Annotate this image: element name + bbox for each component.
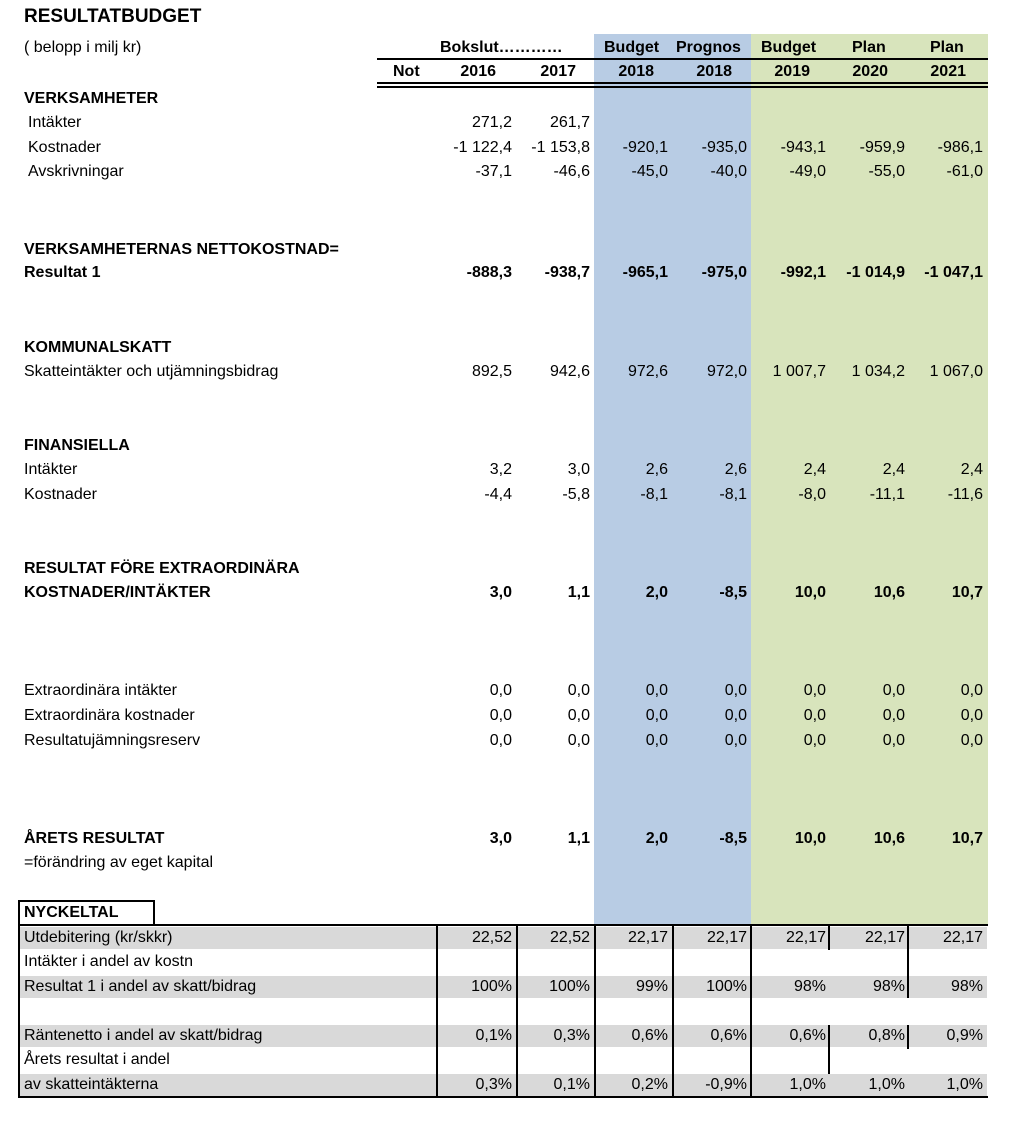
value-cell: 100% — [471, 978, 512, 995]
page-title: RESULTATBUDGET — [24, 6, 202, 27]
nyckeltal-top-rule — [18, 924, 988, 926]
header-year: 2019 — [774, 63, 810, 80]
value-cell: -1 122,4 — [453, 139, 512, 156]
value-cell: -37,1 — [475, 163, 512, 180]
value-cell: 0,0 — [489, 707, 512, 724]
value-cell: 0,0 — [489, 732, 512, 749]
value-cell: -0,9% — [705, 1076, 747, 1093]
value-cell: 0,0 — [960, 682, 983, 699]
header-double-rule-top — [377, 82, 988, 84]
value-cell: -46,6 — [553, 163, 590, 180]
column-divider — [594, 924, 596, 1098]
header-rule — [377, 58, 988, 60]
value-cell: 1 067,0 — [929, 363, 983, 380]
row-label: =förändring av eget kapital — [24, 854, 214, 871]
column-divider — [672, 924, 674, 1098]
value-cell: 0,0 — [724, 682, 747, 699]
header-not: Not — [393, 63, 420, 80]
value-cell: -11,6 — [947, 486, 983, 503]
header-year: 2017 — [540, 63, 576, 80]
value-cell: 0,0 — [645, 707, 668, 724]
value-cell: 0,0 — [960, 732, 983, 749]
value-cell: 942,6 — [549, 363, 590, 380]
header-bokslut: Bokslut………… — [440, 39, 563, 56]
value-cell: 0,2% — [631, 1076, 668, 1093]
value-cell: 10,6 — [873, 584, 905, 601]
value-cell: 0,0 — [803, 707, 826, 724]
value-cell: 1 034,2 — [851, 363, 905, 380]
section-heading: RESULTAT FÖRE EXTRAORDINÄRA — [24, 560, 300, 577]
value-cell: 0,0 — [882, 732, 905, 749]
column-divider — [907, 924, 909, 998]
row-label: Intäkter — [24, 461, 78, 478]
header-budget-2019: Budget — [761, 39, 817, 56]
header-plan-2020: Plan — [852, 39, 886, 56]
value-cell: -935,0 — [701, 139, 747, 156]
value-cell: 99% — [635, 978, 668, 995]
row-label: av skatteintäkterna — [24, 1076, 159, 1093]
value-cell: 22,52 — [549, 929, 590, 946]
section-heading: ÅRETS RESULTAT — [24, 830, 165, 847]
value-cell: -11,1 — [869, 486, 905, 503]
value-cell: 0,1% — [553, 1076, 590, 1093]
value-cell: -965,1 — [622, 264, 668, 281]
value-cell: 0,0 — [803, 732, 826, 749]
row-label: Räntenetto i andel av skatt/bidrag — [24, 1027, 263, 1044]
value-cell: -1 153,8 — [531, 139, 590, 156]
value-cell: 0,0 — [489, 682, 512, 699]
column-divider — [828, 924, 830, 950]
value-cell: -1 047,1 — [924, 264, 983, 281]
unit-subtitle: ( belopp i milj kr) — [24, 39, 142, 56]
row-label: Resultat 1 i andel av skatt/bidrag — [24, 978, 257, 995]
value-cell: 22,17 — [706, 929, 747, 946]
section-heading: VERKSAMHETERNAS NETTOKOSTNAD= — [24, 241, 339, 258]
column-divider — [436, 924, 438, 1098]
value-cell: 22,17 — [864, 929, 905, 946]
value-cell: 0,0 — [645, 682, 668, 699]
row-label: Avskrivningar — [28, 163, 124, 180]
section-heading: FINANSIELLA — [24, 437, 130, 454]
row-label: Extraordinära intäkter — [24, 682, 177, 699]
header-year: 2016 — [460, 63, 496, 80]
column-divider — [907, 1025, 909, 1049]
row-label: Resultatujämningsreserv — [24, 732, 201, 749]
value-cell: 2,4 — [882, 461, 905, 478]
value-cell: 0,6% — [631, 1027, 668, 1044]
value-cell: -8,5 — [719, 584, 747, 601]
value-cell: 0,0 — [882, 682, 905, 699]
value-cell: 1,0% — [789, 1076, 826, 1093]
value-cell: 0,0 — [724, 732, 747, 749]
value-cell: -8,1 — [640, 486, 668, 503]
value-cell: -975,0 — [701, 264, 747, 281]
value-cell: 0,0 — [724, 707, 747, 724]
value-cell: -61,0 — [946, 163, 983, 180]
value-cell: 1,1 — [567, 830, 590, 847]
value-cell: 0,9% — [946, 1027, 983, 1044]
header-budget-2018: Budget — [604, 39, 660, 56]
value-cell: 22,52 — [471, 929, 512, 946]
row-label: Intäkter — [28, 114, 82, 131]
value-cell: 100% — [706, 978, 747, 995]
value-cell: 2,4 — [803, 461, 826, 478]
value-cell: -8,0 — [798, 486, 826, 503]
value-cell: -8,5 — [719, 830, 747, 847]
value-cell: 892,5 — [471, 363, 512, 380]
header-double-rule-bottom — [377, 86, 988, 88]
value-cell: 261,7 — [549, 114, 590, 131]
section-heading: KOSTNADER/INTÄKTER — [24, 584, 211, 601]
value-cell: 0,3% — [475, 1076, 512, 1093]
header-year: 2018 — [618, 63, 654, 80]
value-cell: 22,17 — [627, 929, 668, 946]
row-label: Kostnader — [28, 139, 101, 156]
value-cell: 3,0 — [489, 830, 512, 847]
value-cell: 10,6 — [873, 830, 905, 847]
value-cell: 98% — [793, 978, 826, 995]
value-cell: 3,2 — [489, 461, 512, 478]
value-cell: -888,3 — [466, 264, 512, 281]
value-cell: 2,0 — [645, 584, 668, 601]
value-cell: 22,17 — [942, 929, 983, 946]
value-cell: -8,1 — [719, 486, 747, 503]
value-cell: 271,2 — [471, 114, 512, 131]
value-cell: 10,0 — [794, 584, 826, 601]
value-cell: 10,7 — [951, 584, 983, 601]
value-cell: 0,0 — [882, 707, 905, 724]
column-divider — [516, 924, 518, 1098]
value-cell: 0,3% — [553, 1027, 590, 1044]
row-label: Extraordinära kostnader — [24, 707, 195, 724]
value-cell: -992,1 — [780, 264, 826, 281]
column-divider — [750, 924, 752, 1098]
value-cell: 0,1% — [475, 1027, 512, 1044]
value-cell: -959,9 — [859, 139, 905, 156]
column-divider — [828, 1025, 830, 1074]
value-cell: -40,0 — [710, 163, 747, 180]
value-cell: 1,0% — [868, 1076, 905, 1093]
row-label: Resultat 1 — [24, 264, 101, 281]
value-cell: -5,8 — [562, 486, 590, 503]
row-label: Intäkter i andel av kostn — [24, 953, 193, 970]
value-cell: 3,0 — [489, 584, 512, 601]
value-cell: 0,0 — [567, 707, 590, 724]
value-cell: 0,6% — [710, 1027, 747, 1044]
value-cell: 98% — [872, 978, 905, 995]
value-cell: 2,6 — [724, 461, 747, 478]
header-prognos-2018: Prognos — [676, 39, 741, 56]
value-cell: -938,7 — [544, 264, 590, 281]
row-label: Utdebitering (kr/skkr) — [24, 929, 173, 946]
value-cell: 100% — [549, 978, 590, 995]
value-cell: 3,0 — [567, 461, 590, 478]
value-cell: 1,0% — [946, 1076, 983, 1093]
value-cell: 2,6 — [645, 461, 668, 478]
header-year: 2020 — [852, 63, 888, 80]
value-cell: -920,1 — [622, 139, 668, 156]
value-cell: -1 014,9 — [846, 264, 905, 281]
value-cell: 10,0 — [794, 830, 826, 847]
nyckeltal-heading: NYCKELTAL — [24, 904, 119, 921]
row-label: Skatteintäkter och utjämningsbidrag — [24, 363, 279, 380]
value-cell: -4,4 — [484, 486, 512, 503]
section-heading: KOMMUNALSKATT — [24, 339, 172, 356]
header-year: 2021 — [930, 63, 966, 80]
value-cell: 98% — [950, 978, 983, 995]
value-cell: 0,0 — [567, 732, 590, 749]
value-cell: -986,1 — [937, 139, 983, 156]
value-cell: 0,0 — [645, 732, 668, 749]
header-plan-2021: Plan — [930, 39, 964, 56]
value-cell: 0,0 — [960, 707, 983, 724]
nyckeltal-left-border — [18, 924, 20, 1098]
value-cell: 972,0 — [706, 363, 747, 380]
nyckeltal-bottom-rule — [18, 1096, 988, 1098]
row-label: Kostnader — [24, 486, 97, 503]
value-cell: 0,6% — [789, 1027, 826, 1044]
value-cell: -943,1 — [780, 139, 826, 156]
value-cell: 0,0 — [567, 682, 590, 699]
value-cell: 972,6 — [627, 363, 668, 380]
value-cell: -49,0 — [789, 163, 826, 180]
value-cell: 22,17 — [785, 929, 826, 946]
value-cell: 2,0 — [645, 830, 668, 847]
value-cell: 0,8% — [868, 1027, 905, 1044]
value-cell: -55,0 — [868, 163, 905, 180]
value-cell: 10,7 — [951, 830, 983, 847]
value-cell: -45,0 — [631, 163, 668, 180]
value-cell: 2,4 — [960, 461, 983, 478]
value-cell: 0,0 — [803, 682, 826, 699]
value-cell: 1 007,7 — [772, 363, 826, 380]
section-heading: VERKSAMHETER — [24, 90, 159, 107]
header-year: 2018 — [696, 63, 732, 80]
row-label: Årets resultat i andel — [24, 1051, 170, 1068]
value-cell: 1,1 — [567, 584, 590, 601]
